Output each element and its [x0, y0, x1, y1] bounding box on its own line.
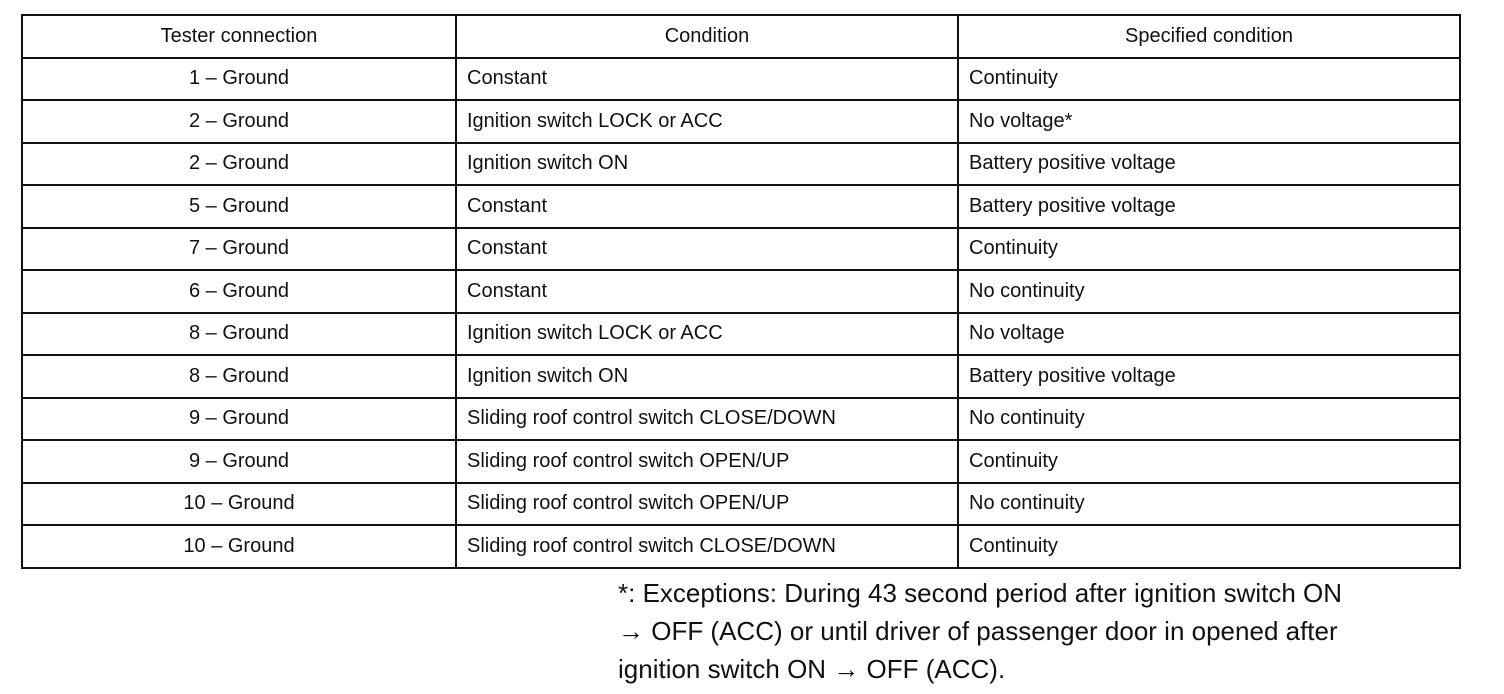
cell-condition: Constant: [456, 185, 958, 228]
cell-tester-connection: 8 – Ground: [22, 355, 456, 398]
cell-tester-connection: 2 – Ground: [22, 143, 456, 186]
cell-specified-condition: No continuity: [958, 483, 1460, 526]
cell-condition: Sliding roof control switch OPEN/UP: [456, 483, 958, 526]
cell-condition: Sliding roof control switch CLOSE/DOWN: [456, 398, 958, 441]
table-row: [22, 100, 1460, 143]
cell-specified-condition: No voltage: [958, 313, 1460, 356]
cell-condition: Sliding roof control switch CLOSE/DOWN: [456, 525, 958, 568]
table-row: [22, 58, 1460, 101]
cell-condition: Ignition switch ON: [456, 143, 958, 186]
cell-specified-condition: Continuity: [958, 228, 1460, 271]
cell-specified-condition: No voltage*: [958, 100, 1460, 143]
cell-specified-condition: Continuity: [958, 525, 1460, 568]
exceptions-footnote: [618, 574, 1478, 688]
cell-specified-condition: Battery positive voltage: [958, 355, 1460, 398]
cell-specified-condition: Battery positive voltage: [958, 185, 1460, 228]
header-specified-condition: Specified condition: [958, 15, 1460, 58]
cell-condition: Constant: [456, 228, 958, 271]
cell-specified-condition: Continuity: [958, 440, 1460, 483]
cell-condition: Constant: [456, 58, 958, 101]
table-row: [22, 398, 1460, 441]
cell-condition: Ignition switch LOCK or ACC: [456, 313, 958, 356]
table-row: [22, 440, 1460, 483]
cell-tester-connection: 9 – Ground: [22, 398, 456, 441]
table-row: [22, 525, 1460, 568]
cell-tester-connection: 1 – Ground: [22, 58, 456, 101]
cell-tester-connection: 6 – Ground: [22, 270, 456, 313]
footnote-line: ignition switch ON → OFF (ACC).: [618, 654, 1006, 684]
cell-tester-connection: 7 – Ground: [22, 228, 456, 271]
table-row: [22, 228, 1460, 271]
cell-condition: Ignition switch LOCK or ACC: [456, 100, 958, 143]
table-row: [22, 185, 1460, 228]
cell-specified-condition: Continuity: [958, 58, 1460, 101]
cell-tester-connection: 9 – Ground: [22, 440, 456, 483]
cell-condition: Constant: [456, 270, 958, 313]
cell-tester-connection: 10 – Ground: [22, 483, 456, 526]
footnote-line: *: Exceptions: During 43 second period after ignition switch ON: [618, 578, 1343, 608]
cell-tester-connection: 8 – Ground: [22, 313, 456, 356]
table-row: [22, 270, 1460, 313]
footnote-line: → OFF (ACC) or until driver of passenger door in opened after: [618, 616, 1338, 646]
table-row: [22, 355, 1460, 398]
cell-specified-condition: No continuity: [958, 398, 1460, 441]
table-row: [22, 483, 1460, 526]
cell-tester-connection: 2 – Ground: [22, 100, 456, 143]
cell-condition: Ignition switch ON: [456, 355, 958, 398]
table-header-row: [22, 15, 1460, 58]
cell-specified-condition: Battery positive voltage: [958, 143, 1460, 186]
header-condition: Condition: [456, 15, 958, 58]
table-row: [22, 143, 1460, 186]
cell-condition: Sliding roof control switch OPEN/UP: [456, 440, 958, 483]
cell-specified-condition: No continuity: [958, 270, 1460, 313]
header-tester-connection: Tester connection: [22, 15, 456, 58]
cell-tester-connection: 5 – Ground: [22, 185, 456, 228]
cell-tester-connection: 10 – Ground: [22, 525, 456, 568]
specification-table: [21, 14, 1461, 569]
table-row: [22, 313, 1460, 356]
